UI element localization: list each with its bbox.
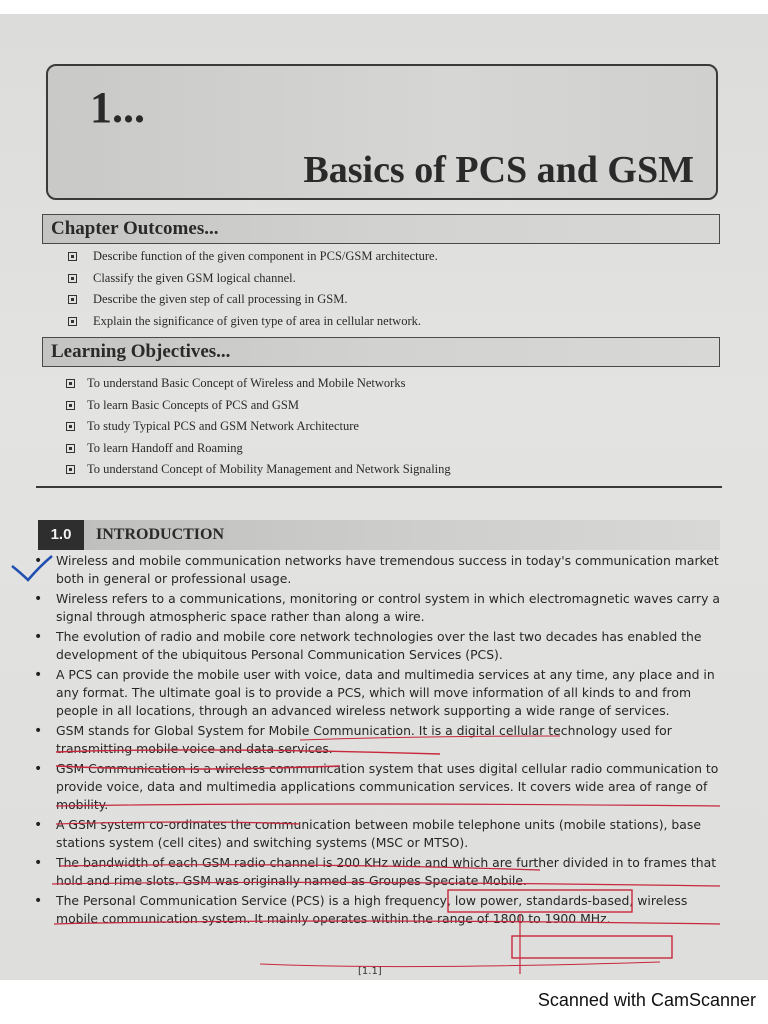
bullet-dot-icon: • <box>34 893 43 909</box>
square-bullet-icon <box>66 401 75 410</box>
scanned-page <box>0 14 768 980</box>
outcomes-heading: Chapter Outcomes... <box>51 218 219 239</box>
bullet-item: • GSM stands for Global System for Mobile Communication. It is a digital cellular technology used for transmitting mobile voice and data services. <box>34 723 672 756</box>
chapter-banner <box>46 64 718 200</box>
square-bullet-icon <box>68 252 77 261</box>
chapter-title: Basics of PCS and GSM <box>303 149 694 191</box>
square-bullet-icon <box>66 444 75 453</box>
square-bullet-icon <box>66 465 75 474</box>
bullet-item: • Wireless and mobile communication networks have tremendous success in today's communication market both in general or professional usage. <box>34 553 719 586</box>
outcome-item: Explain the significance of given type of area in cellular network. <box>68 311 438 333</box>
outcome-item: Describe the given step of call processing in GSM. <box>68 289 438 311</box>
outcome-item: Describe function of the given component in PCS/GSM architecture. <box>68 246 438 268</box>
square-bullet-icon <box>68 317 77 326</box>
square-bullet-icon <box>66 422 75 431</box>
section-title: INTRODUCTION <box>96 526 225 543</box>
bullet-item: • The bandwidth of each GSM radio channel is 200 KHz wide and which are further divided in to frames that hold and rime slots. GSM was originally named as Groupes Speciate Mobile. <box>34 855 717 888</box>
bullet-item: • The Personal Communication Service (PCS) is a high frequency, low power, standards-based, wireless mobile communication system. It mainly operates within the range of 1800 to 1900 MHz. <box>34 893 688 926</box>
objective-item: To learn Basic Concepts of PCS and GSM <box>66 395 451 417</box>
square-bullet-icon <box>68 274 77 283</box>
bullet-dot-icon: • <box>34 667 43 683</box>
bullet-item: • The evolution of radio and mobile core network technologies over the last two decades has enabled the development of the ubiquitous Personal Communication Services (PCS). <box>34 629 702 662</box>
objectives-list <box>66 373 451 481</box>
bullet-dot-icon: • <box>34 761 43 777</box>
objectives-heading: Learning Objectives... <box>51 341 231 362</box>
objectives-heading-box <box>42 337 720 367</box>
page-number: [1.1] <box>358 966 382 977</box>
square-bullet-icon <box>66 379 75 388</box>
objective-item: To study Typical PCS and GSM Network Architecture <box>66 416 451 438</box>
outcome-item: Classify the given GSM logical channel. <box>68 268 438 290</box>
section-divider <box>36 486 722 488</box>
red-box <box>512 936 672 958</box>
bullet-dot-icon: • <box>34 591 43 607</box>
objective-item: To learn Handoff and Roaming <box>66 438 451 460</box>
bullet-item: • A GSM system co-ordinates the communication between mobile telephone units (mobile stations), base stations system (cell cites) and switching systems (MSC or MTSO). <box>34 817 701 850</box>
bullet-item: • Wireless refers to a communications, monitoring or control system in which electromagnetic waves carry a signal through atmospheric space rather than along a wire. <box>34 591 720 624</box>
section-number: 1.0 <box>38 520 84 550</box>
bullet-dot-icon: • <box>34 629 43 645</box>
bullet-dot-icon: • <box>34 723 43 739</box>
red-underline <box>260 962 660 967</box>
chapter-number: 1... <box>90 83 145 132</box>
bullet-item: • A PCS can provide the mobile user with voice, data and multimedia services at any time, any place and in any format. The ultimate goal is to provide a PCS, which will move information of all kinds to and from people in all locations, through an advanced wireless network supporting a wide range of services. <box>34 667 715 718</box>
objective-item: To understand Concept of Mobility Management and Network Signaling <box>66 459 451 481</box>
bullet-item: • GSM Communication is a wireless communication system that uses digital cellular radio communication to provide voice, data and multimedia applications communication services. It covers wide area of range of mobility. <box>34 761 719 812</box>
bullet-dot-icon: • <box>34 855 43 871</box>
square-bullet-icon <box>68 295 77 304</box>
objective-item: To understand Basic Concept of Wireless and Mobile Networks <box>66 373 451 395</box>
bullet-dot-icon: • <box>34 553 43 569</box>
intro-bullet-list <box>28 552 728 930</box>
outcomes-list <box>68 246 438 332</box>
bullet-dot-icon: • <box>34 817 43 833</box>
section-heading-bar <box>38 520 720 550</box>
camscanner-watermark: Scanned with CamScanner <box>537 990 756 1010</box>
outcomes-heading-box <box>42 214 720 244</box>
